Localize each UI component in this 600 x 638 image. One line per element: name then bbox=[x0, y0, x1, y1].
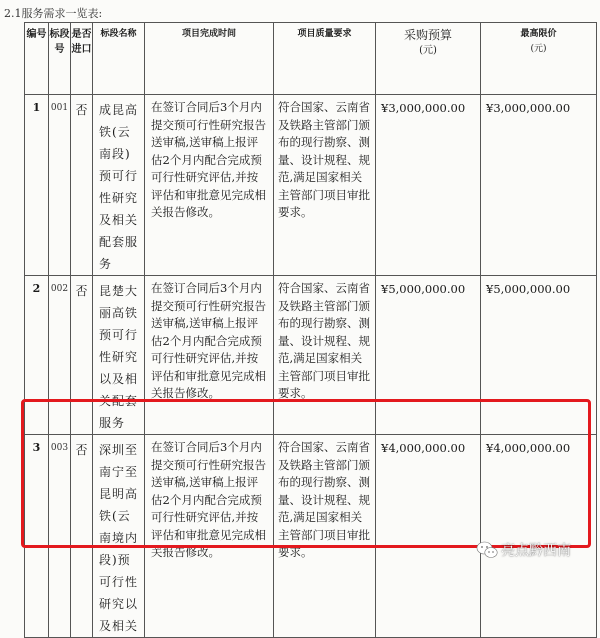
watermark bbox=[476, 540, 571, 560]
row1-quality: 符合国家、云南省及铁路主管部门颁布的现行勘察、测量、设计规程、规范,满足国家相关主管部门项目审批要求。 bbox=[274, 95, 376, 276]
row3-import: 否 bbox=[71, 435, 93, 638]
header-name: 标段名称 bbox=[93, 23, 145, 95]
row1-num: 1 bbox=[25, 95, 49, 276]
header-budget-label: 采购预算 bbox=[403, 28, 452, 42]
row1-limit: ¥3,000,000.00 bbox=[481, 95, 597, 276]
row2-name: 昆楚大丽高铁预可行性研究以及相关配套服务 bbox=[93, 276, 145, 435]
header-limit-label: 最高限价 bbox=[520, 29, 557, 39]
row1-name: 成昆高铁(云南段)预可行性研究及相关配套服务 bbox=[93, 95, 145, 276]
header-code: 标段号 bbox=[49, 23, 71, 95]
header-import: 是否进口 bbox=[71, 23, 93, 95]
row1-time: 在签订合同后3个月内提交预可行性研究报告送审稿,送审稿上报评估2个月内配合完成预可行性研究评估,并按评估和审批意见完成相关报告修改。 bbox=[145, 95, 274, 276]
section-caption: 2.1服务需求一览表: bbox=[4, 7, 103, 20]
watermark-text: 亮点黔西南 bbox=[501, 543, 571, 559]
table-row bbox=[25, 435, 597, 638]
row3-time: 在签订合同后3个月内提交预可行性研究报告送审稿,送审稿上报评估2个月内配合完成预可行性研究评估,并按评估和审批意见完成相关报告修改。 bbox=[145, 435, 274, 638]
header-limit bbox=[481, 23, 597, 95]
row3-code: 003 bbox=[49, 435, 71, 638]
row2-limit: ¥5,000,000.00 bbox=[481, 276, 597, 435]
row3-num: 3 bbox=[25, 435, 49, 638]
row2-code: 002 bbox=[49, 276, 71, 435]
row1-code: 001 bbox=[49, 95, 71, 276]
table-header-row bbox=[25, 23, 597, 95]
row2-time: 在签订合同后3个月内提交预可行性研究报告送审稿,送审稿上报评估2个月内配合完成预可行性研究评估,并按评估和审批意见完成相关报告修改。 bbox=[145, 276, 274, 435]
header-budget-unit: (元) bbox=[419, 45, 437, 56]
row3-budget: ¥4,000,000.00 bbox=[376, 435, 481, 638]
header-quality: 项目质量要求 bbox=[274, 23, 376, 95]
row1-budget: ¥3,000,000.00 bbox=[376, 95, 481, 276]
header-num: 编号 bbox=[25, 23, 49, 95]
header-budget bbox=[376, 23, 481, 95]
row3-quality: 符合国家、云南省及铁路主管部门颁布的现行勘察、测量、设计规程、规范,满足国家相关主管部门项目审批要求。 bbox=[274, 435, 376, 638]
row2-import: 否 bbox=[71, 276, 93, 435]
table-row bbox=[25, 276, 597, 435]
row1-import: 否 bbox=[71, 95, 93, 276]
row3-name: 深圳至南宁至昆明高铁(云南境内段)预可行性研究以及相关 bbox=[93, 435, 145, 638]
table-row bbox=[25, 95, 597, 276]
header-time: 项目完成时间 bbox=[145, 23, 274, 95]
service-requirements-table-wrapper bbox=[24, 22, 596, 633]
wechat-icon bbox=[476, 541, 498, 559]
header-limit-unit: (元) bbox=[530, 44, 547, 54]
row2-num: 2 bbox=[25, 276, 49, 435]
row2-budget: ¥5,000,000.00 bbox=[376, 276, 481, 435]
row2-quality: 符合国家、云南省及铁路主管部门颁布的现行勘察、测量、设计规程、规范,满足国家相关主管部门项目审批要求。 bbox=[274, 276, 376, 435]
row3-limit: ¥4,000,000.00 bbox=[481, 435, 597, 638]
